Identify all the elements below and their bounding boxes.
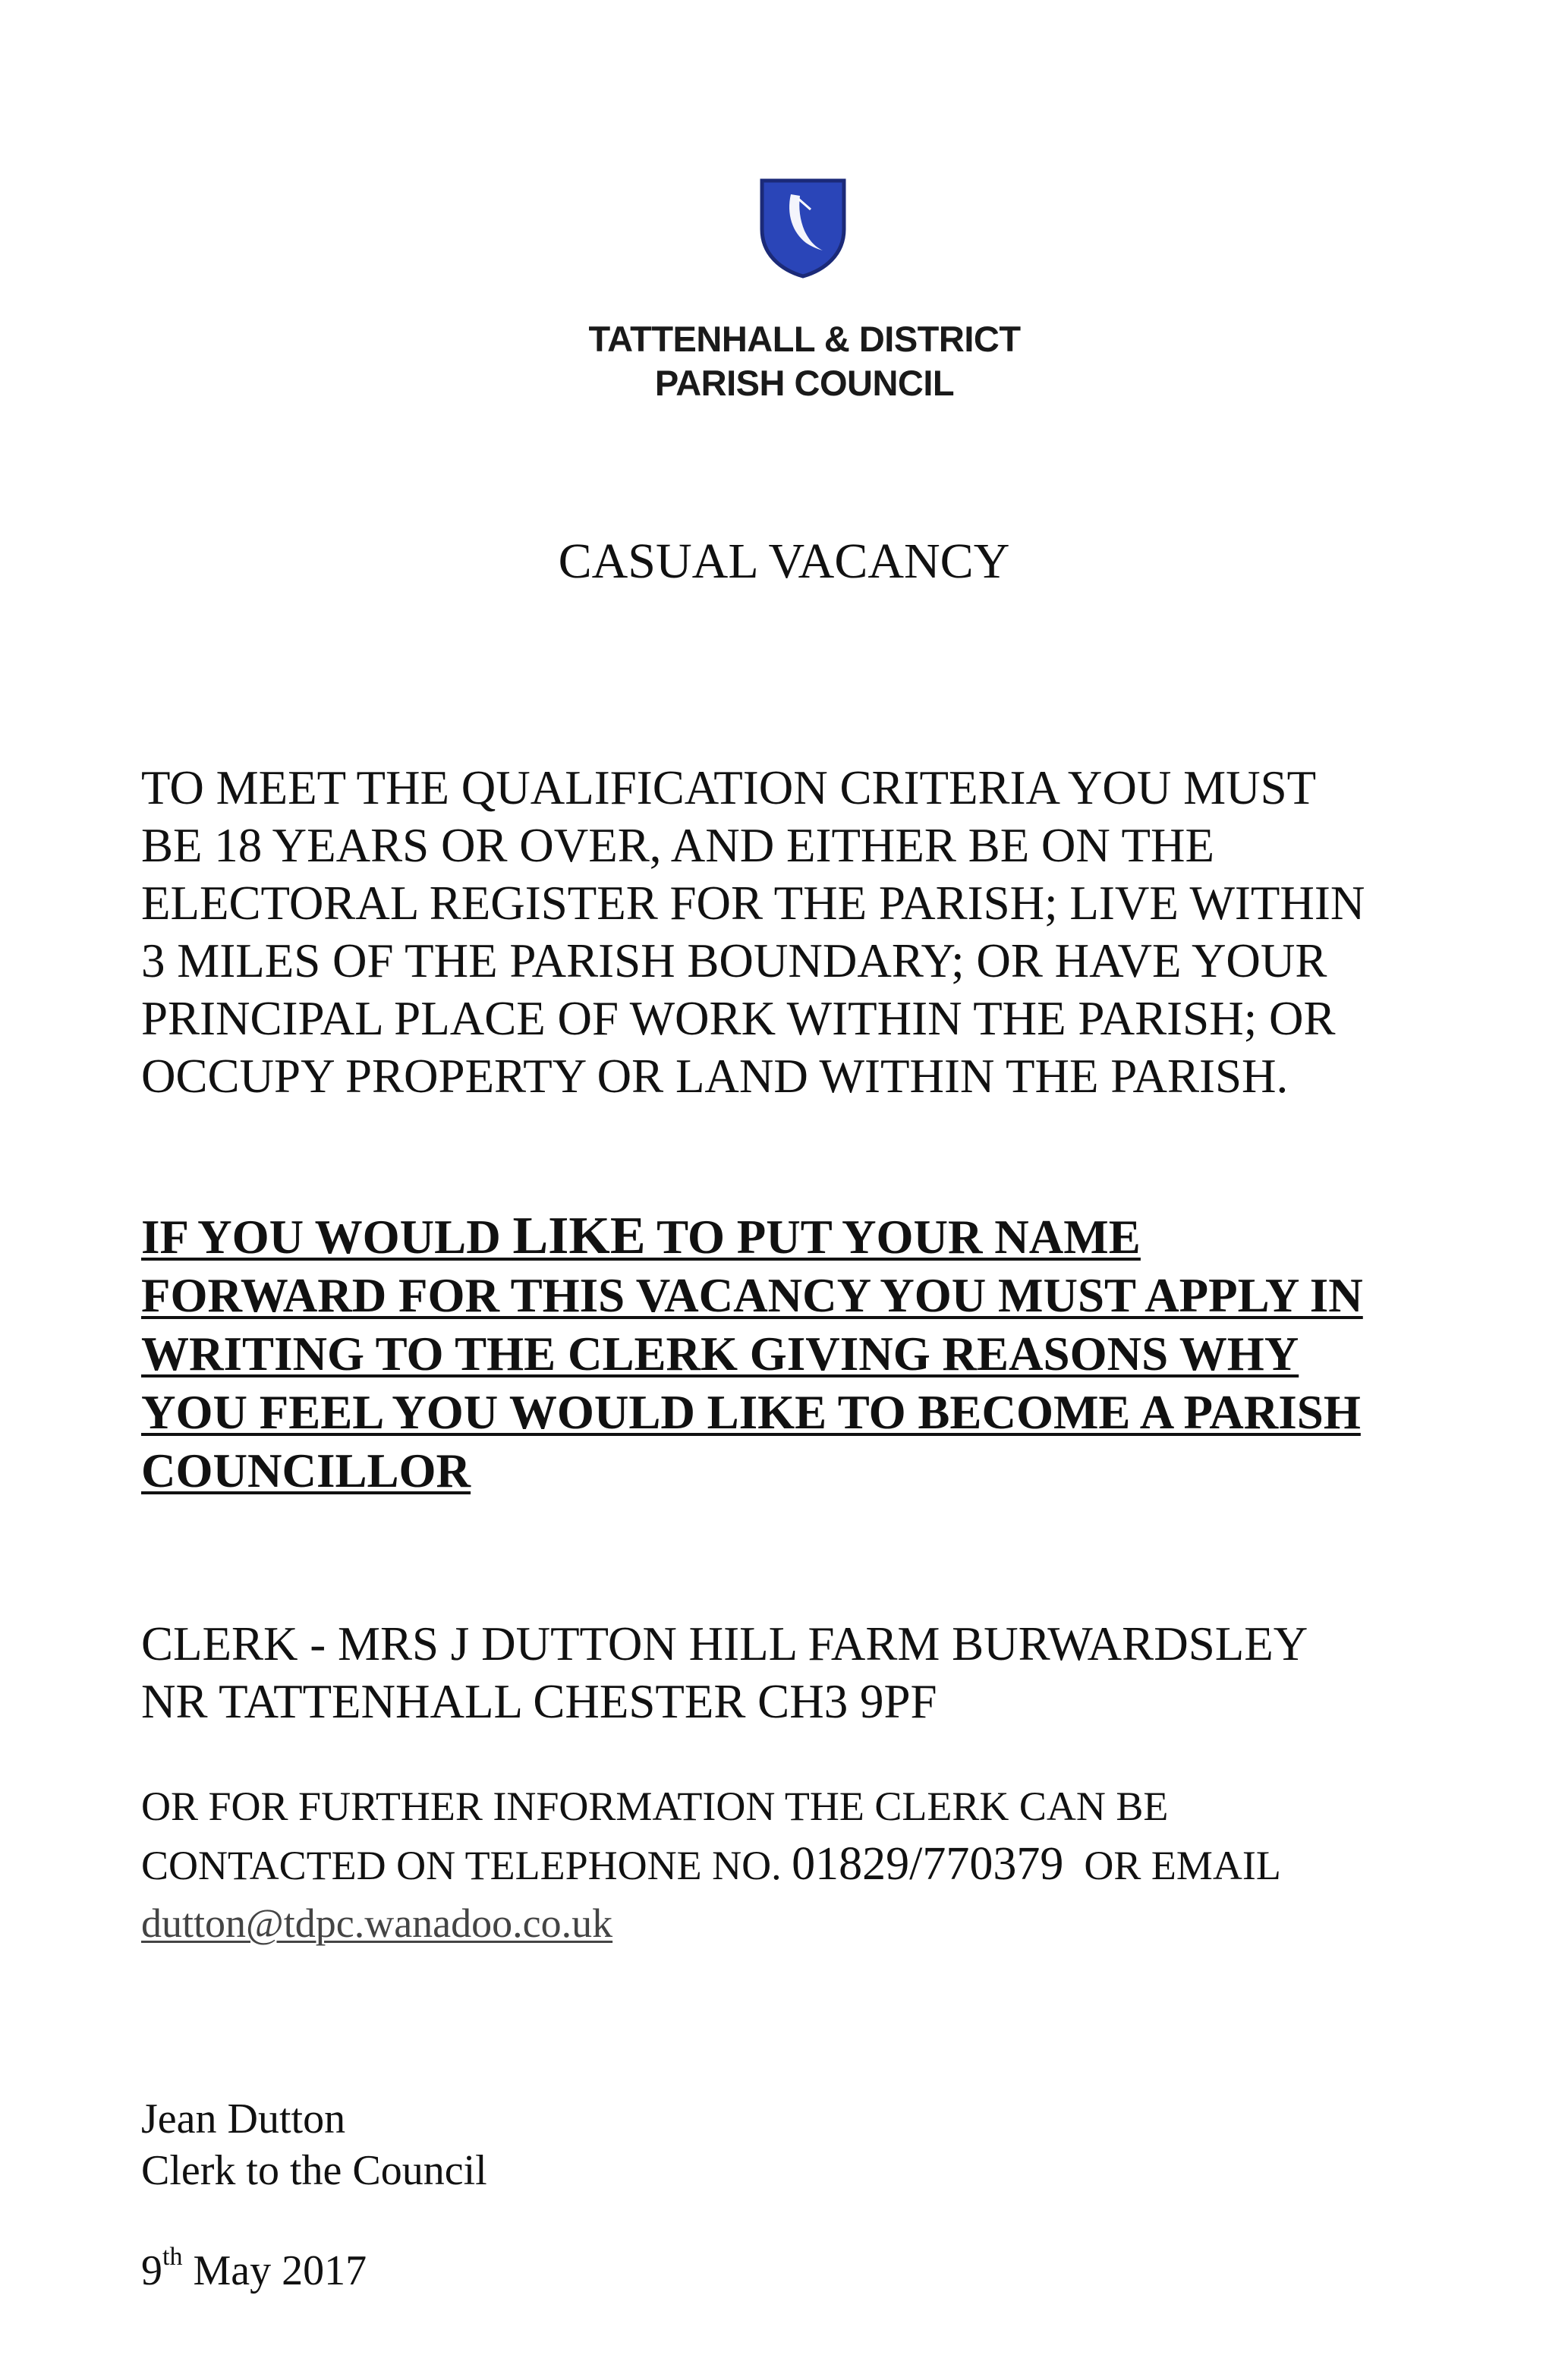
telephone-number: 01829/770379 [792,1838,1064,1890]
apply-line1-start: IF YOU WOULD [141,1211,513,1264]
criteria-line: BE 18 YEARS OR OVER, AND EITHER BE ON THE [141,819,1214,872]
contact-line1: OR FOR FURTHER INFORMATION THE CLERK CAN BE [141,1784,1169,1829]
criteria-line: ELECTORAL REGISTER FOR THE PARISH; LIVE WITHIN [141,877,1365,930]
email-link[interactable]: dutton@tdpc.wanadoo.co.uk [141,1900,613,1946]
apply-line1-emphasis: LIKE [512,1207,646,1265]
criteria-line: PRINCIPAL PLACE OF WORK WITHIN THE PARISH; OR [141,992,1336,1045]
council-name-line2: PARISH COUNCIL [654,363,955,403]
apply-line [141,1325,1492,1384]
contact-line2-end: OR EMAIL [1063,1843,1281,1888]
criteria-line: 3 MILES OF THE PARISH BOUNDARY; OR HAVE YOUR [141,934,1327,987]
contact-line2-start: CONTACTED ON TELEPHONE NO. [141,1843,792,1888]
criteria-line: OCCUPY PROPERTY OR LAND WITHIN THE PARISH. [141,1050,1289,1103]
address-line2: NR TATTENHALL CHESTER CH3 9PF [141,1675,937,1728]
date-day: 9 [141,2247,162,2294]
apply-line2: FORWARD FOR THIS VACANCY YOU MUST APPLY IN [141,1269,1363,1322]
clerk-address [141,1615,1492,1730]
address-line1: CLERK - MRS J DUTTON HILL FARM BURWARDSLEY [141,1617,1308,1670]
apply-line1-end: TO PUT YOUR NAME [645,1211,1141,1264]
apply-line5: COUNCILLOR [141,1444,471,1497]
contact-information [141,1777,1492,1952]
apply-line [141,1442,1492,1500]
date-rest: May 2017 [182,2247,367,2294]
qualification-criteria [141,759,1492,1105]
date-suffix: th [162,2243,183,2271]
apply-line [141,1384,1492,1442]
page-title: CASUAL VACANCY [558,534,1010,589]
application-instructions [141,1207,1492,1500]
signatory-role: Clerk to the Council [141,2147,487,2194]
apply-line3: WRITING TO THE CLERK GIVING REASONS WHY [141,1327,1299,1381]
council-name-line1: TATTENHALL & DISTRICT [588,319,1021,359]
apply-line4: YOU FEEL YOU WOULD LIKE TO BECOME A PARISH [141,1386,1361,1439]
signature-block [141,2093,1052,2196]
criteria-line: TO MEET THE QUALIFICATION CRITERIA YOU MUST [141,761,1317,814]
council-name [531,317,1078,405]
parish-crest-icon [756,176,850,279]
document-date [141,2245,367,2297]
signatory-name: Jean Dutton [141,2095,346,2143]
apply-line [141,1267,1492,1325]
contact-line2 [141,1835,1492,1894]
apply-line [141,1207,1492,1267]
